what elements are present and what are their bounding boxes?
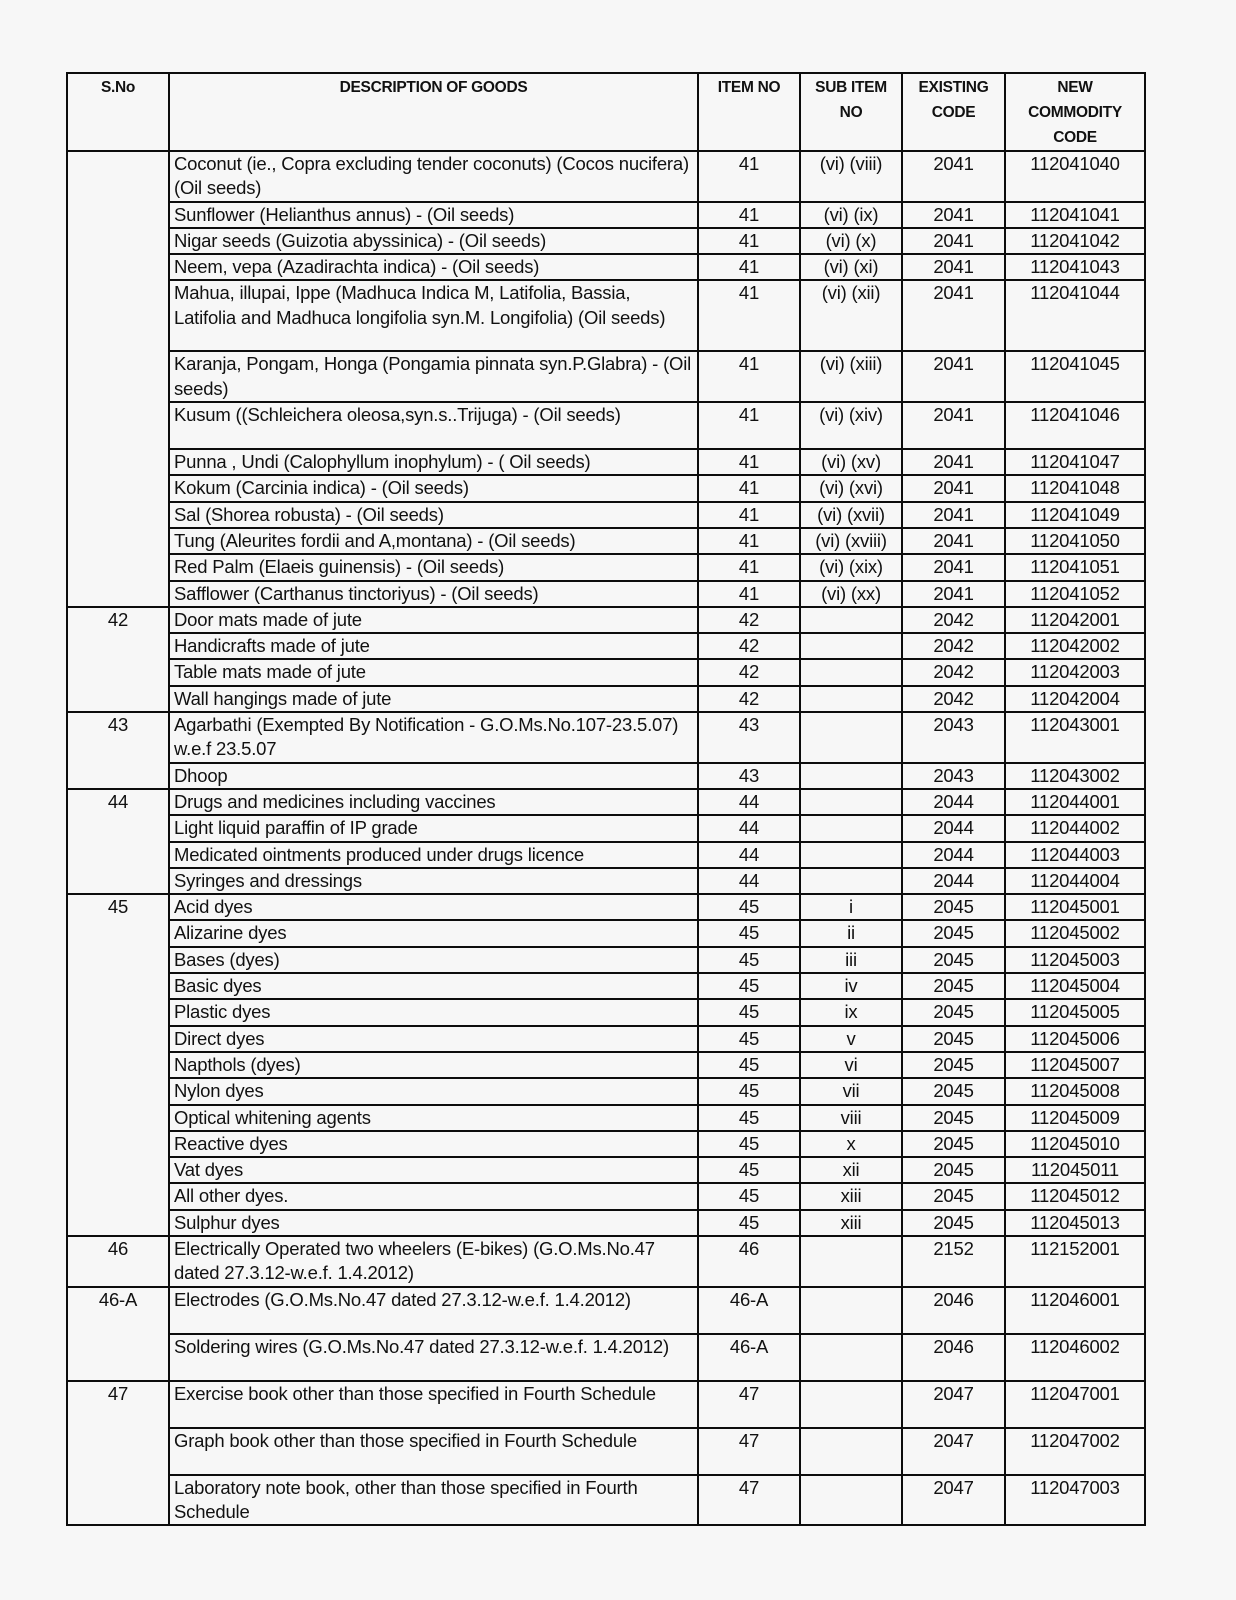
existing-code-cell: 2041 [902, 202, 1005, 228]
existing-code-cell: 2041 [902, 402, 1005, 449]
item-no-cell: 41 [698, 554, 800, 580]
commodity-code-table [66, 72, 1146, 1526]
sub-item-no-cell: x [800, 1131, 902, 1157]
new-commodity-code-cell: 112045004 [1005, 973, 1145, 999]
header-sno: S.No [67, 73, 169, 151]
description-cell: Nigar seeds (Guizotia abyssinica) - (Oil seeds) [169, 228, 698, 254]
existing-code-cell: 2041 [902, 554, 1005, 580]
existing-code-cell: 2041 [902, 475, 1005, 501]
description-cell: Drugs and medicines including vaccines [169, 789, 698, 815]
item-no-cell: 45 [698, 920, 800, 946]
description-cell: Sal (Shorea robusta) - (Oil seeds) [169, 502, 698, 528]
new-commodity-code-cell: 112045011 [1005, 1157, 1145, 1183]
table-row [67, 449, 1145, 475]
description-cell: Safflower (Carthanus tinctoriyus) - (Oil seeds) [169, 581, 698, 607]
new-commodity-code-cell: 112047003 [1005, 1475, 1145, 1526]
table-row [67, 402, 1145, 449]
item-no-cell: 45 [698, 1078, 800, 1104]
new-commodity-code-cell: 112042002 [1005, 633, 1145, 659]
existing-code-cell: 2044 [902, 842, 1005, 868]
description-cell: Punna , Undi (Calophyllum inophylum) - ( Oil seeds) [169, 449, 698, 475]
sub-item-no-cell: ix [800, 999, 902, 1025]
table-row [67, 351, 1145, 402]
existing-code-cell: 2041 [902, 449, 1005, 475]
existing-code-cell: 2041 [902, 254, 1005, 280]
new-commodity-code-cell: 112045003 [1005, 947, 1145, 973]
description-cell: Tung (Aleurites fordii and A,montana) - (Oil seeds) [169, 528, 698, 554]
item-no-cell: 45 [698, 999, 800, 1025]
sub-item-no-cell: (vi) (xvii) [800, 502, 902, 528]
existing-code-cell: 2042 [902, 659, 1005, 685]
item-no-cell: 45 [698, 1210, 800, 1236]
sub-item-no-cell [800, 763, 902, 789]
serial-number-cell: 44 [67, 789, 169, 894]
table-row [67, 1078, 1145, 1104]
new-commodity-code-cell: 112044002 [1005, 815, 1145, 841]
table-row [67, 581, 1145, 607]
existing-code-cell: 2045 [902, 1052, 1005, 1078]
table-row [67, 202, 1145, 228]
description-cell: Soldering wires (G.O.Ms.No.47 dated 27.3.12-w.e.f. 1.4.2012) [169, 1334, 698, 1381]
item-no-cell: 45 [698, 973, 800, 999]
new-commodity-code-cell: 112045005 [1005, 999, 1145, 1025]
table-row [67, 868, 1145, 894]
item-no-cell: 41 [698, 502, 800, 528]
item-no-cell: 41 [698, 449, 800, 475]
item-no-cell: 41 [698, 228, 800, 254]
table-row [67, 894, 1145, 920]
sub-item-no-cell [800, 1334, 902, 1381]
item-no-cell: 41 [698, 202, 800, 228]
existing-code-cell: 2041 [902, 151, 1005, 202]
table-row [67, 528, 1145, 554]
table-row [67, 228, 1145, 254]
existing-code-cell: 2042 [902, 633, 1005, 659]
item-no-cell: 45 [698, 1131, 800, 1157]
table-header-row [67, 73, 1145, 151]
new-commodity-code-cell: 112045006 [1005, 1026, 1145, 1052]
existing-code-cell: 2044 [902, 868, 1005, 894]
existing-code-cell: 2041 [902, 528, 1005, 554]
sub-item-no-cell: iv [800, 973, 902, 999]
existing-code-cell: 2042 [902, 686, 1005, 712]
new-commodity-code-cell: 112045010 [1005, 1131, 1145, 1157]
table-row [67, 1236, 1145, 1287]
existing-code-cell: 2046 [902, 1287, 1005, 1334]
item-no-cell: 44 [698, 842, 800, 868]
new-commodity-code-cell: 112041044 [1005, 280, 1145, 351]
table-row [67, 280, 1145, 351]
table-row [67, 1026, 1145, 1052]
item-no-cell: 44 [698, 868, 800, 894]
item-no-cell: 42 [698, 607, 800, 633]
table-row [67, 1287, 1145, 1334]
serial-number-cell: 42 [67, 607, 169, 712]
table-row [67, 502, 1145, 528]
table-row [67, 554, 1145, 580]
new-commodity-code-cell: 112045001 [1005, 894, 1145, 920]
item-no-cell: 41 [698, 528, 800, 554]
sub-item-no-cell: xii [800, 1157, 902, 1183]
sub-item-no-cell: (vi) (xiii) [800, 351, 902, 402]
table-row [67, 151, 1145, 202]
new-commodity-code-cell: 112043002 [1005, 763, 1145, 789]
sub-item-no-cell: (vi) (xv) [800, 449, 902, 475]
new-commodity-code-cell: 112045007 [1005, 1052, 1145, 1078]
new-commodity-code-cell: 112045013 [1005, 1210, 1145, 1236]
existing-code-cell: 2045 [902, 999, 1005, 1025]
existing-code-cell: 2042 [902, 607, 1005, 633]
table-row [67, 686, 1145, 712]
existing-code-cell: 2045 [902, 973, 1005, 999]
sub-item-no-cell: iii [800, 947, 902, 973]
existing-code-cell: 2045 [902, 894, 1005, 920]
existing-code-cell: 2045 [902, 947, 1005, 973]
item-no-cell: 47 [698, 1475, 800, 1526]
table-row [67, 920, 1145, 946]
item-no-cell: 41 [698, 402, 800, 449]
serial-number-cell: 43 [67, 712, 169, 789]
item-no-cell: 41 [698, 351, 800, 402]
table-body [67, 151, 1145, 1525]
existing-code-cell: 2045 [902, 1026, 1005, 1052]
header-description: DESCRIPTION OF GOODS [169, 73, 698, 151]
existing-code-cell: 2047 [902, 1475, 1005, 1526]
header-sub-item-no: SUB ITEM NO [800, 73, 902, 151]
item-no-cell: 45 [698, 1157, 800, 1183]
header-new-commodity-code: NEW COMMODITY CODE [1005, 73, 1145, 151]
new-commodity-code-cell: 112042003 [1005, 659, 1145, 685]
table-row [67, 1334, 1145, 1381]
sub-item-no-cell [800, 712, 902, 763]
new-commodity-code-cell: 112041046 [1005, 402, 1145, 449]
table-row [67, 1428, 1145, 1475]
existing-code-cell: 2041 [902, 280, 1005, 351]
description-cell: Table mats made of jute [169, 659, 698, 685]
description-cell: Reactive dyes [169, 1131, 698, 1157]
sub-item-no-cell: (vi) (ix) [800, 202, 902, 228]
description-cell: Kusum ((Schleichera oleosa,syn.s..Trijuga) - (Oil seeds) [169, 402, 698, 449]
serial-number-cell: 47 [67, 1381, 169, 1526]
table-row [67, 659, 1145, 685]
existing-code-cell: 2041 [902, 581, 1005, 607]
table-row [67, 973, 1145, 999]
new-commodity-code-cell: 112044003 [1005, 842, 1145, 868]
existing-code-cell: 2045 [902, 1131, 1005, 1157]
existing-code-cell: 2044 [902, 789, 1005, 815]
sub-item-no-cell: ii [800, 920, 902, 946]
table-row [67, 842, 1145, 868]
sub-item-no-cell: (vi) (xx) [800, 581, 902, 607]
item-no-cell: 41 [698, 280, 800, 351]
table-row [67, 789, 1145, 815]
description-cell: Red Palm (Elaeis guinensis) - (Oil seeds) [169, 554, 698, 580]
sub-item-no-cell: (vi) (xiv) [800, 402, 902, 449]
description-cell: Optical whitening agents [169, 1105, 698, 1131]
serial-number-cell: 45 [67, 894, 169, 1236]
item-no-cell: 42 [698, 659, 800, 685]
sub-item-no-cell: vii [800, 1078, 902, 1104]
existing-code-cell: 2041 [902, 502, 1005, 528]
new-commodity-code-cell: 112041042 [1005, 228, 1145, 254]
item-no-cell: 46 [698, 1236, 800, 1287]
table-row [67, 947, 1145, 973]
item-no-cell: 42 [698, 686, 800, 712]
new-commodity-code-cell: 112045012 [1005, 1183, 1145, 1209]
new-commodity-code-cell: 112041041 [1005, 202, 1145, 228]
sub-item-no-cell: (vi) (viii) [800, 151, 902, 202]
existing-code-cell: 2046 [902, 1334, 1005, 1381]
sub-item-no-cell [800, 659, 902, 685]
item-no-cell: 43 [698, 763, 800, 789]
new-commodity-code-cell: 112047002 [1005, 1428, 1145, 1475]
new-commodity-code-cell: 112041045 [1005, 351, 1145, 402]
description-cell: Vat dyes [169, 1157, 698, 1183]
description-cell: Electrodes (G.O.Ms.No.47 dated 27.3.12-w.e.f. 1.4.2012) [169, 1287, 698, 1334]
item-no-cell: 45 [698, 1052, 800, 1078]
existing-code-cell: 2045 [902, 1210, 1005, 1236]
description-cell: Nylon dyes [169, 1078, 698, 1104]
item-no-cell: 43 [698, 712, 800, 763]
existing-code-cell: 2043 [902, 763, 1005, 789]
item-no-cell: 41 [698, 254, 800, 280]
sub-item-no-cell [800, 842, 902, 868]
table-row [67, 1183, 1145, 1209]
existing-code-cell: 2045 [902, 1105, 1005, 1131]
table-row [67, 763, 1145, 789]
serial-number-cell: 46 [67, 1236, 169, 1287]
new-commodity-code-cell: 112041048 [1005, 475, 1145, 501]
item-no-cell: 45 [698, 1105, 800, 1131]
description-cell: Syringes and dressings [169, 868, 698, 894]
new-commodity-code-cell: 112042001 [1005, 607, 1145, 633]
description-cell: Sulphur dyes [169, 1210, 698, 1236]
sub-item-no-cell: viii [800, 1105, 902, 1131]
table-row [67, 1157, 1145, 1183]
table-row [67, 999, 1145, 1025]
item-no-cell: 41 [698, 151, 800, 202]
sub-item-no-cell: vi [800, 1052, 902, 1078]
table-row [67, 1381, 1145, 1428]
item-no-cell: 46-A [698, 1287, 800, 1334]
new-commodity-code-cell: 112041047 [1005, 449, 1145, 475]
sub-item-no-cell: v [800, 1026, 902, 1052]
description-cell: Electrically Operated two wheelers (E-bikes) (G.O.Ms.No.47 dated 27.3.12-w.e.f. 1.4.2012) [169, 1236, 698, 1287]
sub-item-no-cell: xiii [800, 1210, 902, 1236]
table-row [67, 815, 1145, 841]
description-cell: Plastic dyes [169, 999, 698, 1025]
existing-code-cell: 2044 [902, 815, 1005, 841]
existing-code-cell: 2045 [902, 1157, 1005, 1183]
table-row [67, 633, 1145, 659]
table-row [67, 607, 1145, 633]
existing-code-cell: 2047 [902, 1381, 1005, 1428]
item-no-cell: 44 [698, 815, 800, 841]
new-commodity-code-cell: 112046002 [1005, 1334, 1145, 1381]
item-no-cell: 45 [698, 947, 800, 973]
description-cell: Karanja, Pongam, Honga (Pongamia pinnata syn.P.Glabra) - (Oil seeds) [169, 351, 698, 402]
item-no-cell: 42 [698, 633, 800, 659]
new-commodity-code-cell: 112047001 [1005, 1381, 1145, 1428]
sub-item-no-cell: (vi) (xvi) [800, 475, 902, 501]
table-row [67, 1210, 1145, 1236]
sub-item-no-cell: (vi) (xviii) [800, 528, 902, 554]
sub-item-no-cell [800, 607, 902, 633]
new-commodity-code-cell: 112045009 [1005, 1105, 1145, 1131]
description-cell: Handicrafts made of jute [169, 633, 698, 659]
item-no-cell: 47 [698, 1381, 800, 1428]
table-row [67, 254, 1145, 280]
table-row [67, 712, 1145, 763]
existing-code-cell: 2047 [902, 1428, 1005, 1475]
table-row [67, 475, 1145, 501]
item-no-cell: 45 [698, 1183, 800, 1209]
item-no-cell: 47 [698, 1428, 800, 1475]
serial-number-cell [67, 151, 169, 607]
description-cell: All other dyes. [169, 1183, 698, 1209]
existing-code-cell: 2043 [902, 712, 1005, 763]
table-row [67, 1105, 1145, 1131]
sub-item-no-cell: xiii [800, 1183, 902, 1209]
existing-code-cell: 2152 [902, 1236, 1005, 1287]
new-commodity-code-cell: 112041051 [1005, 554, 1145, 580]
sub-item-no-cell: (vi) (xi) [800, 254, 902, 280]
new-commodity-code-cell: 112044001 [1005, 789, 1145, 815]
description-cell: Neem, vepa (Azadirachta indica) - (Oil seeds) [169, 254, 698, 280]
table-row [67, 1475, 1145, 1526]
header-existing-code: EXISTING CODE [902, 73, 1005, 151]
sub-item-no-cell [800, 868, 902, 894]
description-cell: Kokum (Carcinia indica) - (Oil seeds) [169, 475, 698, 501]
new-commodity-code-cell: 112041049 [1005, 502, 1145, 528]
existing-code-cell: 2045 [902, 1183, 1005, 1209]
item-no-cell: 45 [698, 1026, 800, 1052]
new-commodity-code-cell: 112045002 [1005, 920, 1145, 946]
sub-item-no-cell [800, 1287, 902, 1334]
description-cell: Sunflower (Helianthus annus) - (Oil seeds) [169, 202, 698, 228]
sub-item-no-cell [800, 1475, 902, 1526]
existing-code-cell: 2045 [902, 920, 1005, 946]
new-commodity-code-cell: 112041040 [1005, 151, 1145, 202]
sub-item-no-cell [800, 633, 902, 659]
new-commodity-code-cell: 112041043 [1005, 254, 1145, 280]
sub-item-no-cell: (vi) (xii) [800, 280, 902, 351]
description-cell: Exercise book other than those specified in Fourth Schedule [169, 1381, 698, 1428]
item-no-cell: 41 [698, 581, 800, 607]
item-no-cell: 41 [698, 475, 800, 501]
description-cell: Alizarine dyes [169, 920, 698, 946]
description-cell: Mahua, illupai, Ippe (Madhuca Indica M, Latifolia, Bassia, Latifolia and Madhuca longifolia syn.M. Longifolia) (Oil seeds) [169, 280, 698, 351]
description-cell: Direct dyes [169, 1026, 698, 1052]
new-commodity-code-cell: 112041050 [1005, 528, 1145, 554]
new-commodity-code-cell: 112041052 [1005, 581, 1145, 607]
sub-item-no-cell [800, 815, 902, 841]
table-row [67, 1131, 1145, 1157]
description-cell: Coconut (ie., Copra excluding tender coconuts) (Cocos nucifera) (Oil seeds) [169, 151, 698, 202]
description-cell: Laboratory note book, other than those specified in Fourth Schedule [169, 1475, 698, 1526]
item-no-cell: 44 [698, 789, 800, 815]
item-no-cell: 46-A [698, 1334, 800, 1381]
existing-code-cell: 2041 [902, 351, 1005, 402]
new-commodity-code-cell: 112043001 [1005, 712, 1145, 763]
description-cell: Graph book other than those specified in Fourth Schedule [169, 1428, 698, 1475]
new-commodity-code-cell: 112044004 [1005, 868, 1145, 894]
new-commodity-code-cell: 112152001 [1005, 1236, 1145, 1287]
sub-item-no-cell [800, 789, 902, 815]
description-cell: Light liquid paraffin of IP grade [169, 815, 698, 841]
new-commodity-code-cell: 112046001 [1005, 1287, 1145, 1334]
description-cell: Bases (dyes) [169, 947, 698, 973]
sub-item-no-cell [800, 1381, 902, 1428]
sub-item-no-cell [800, 1236, 902, 1287]
sub-item-no-cell: (vi) (xix) [800, 554, 902, 580]
serial-number-cell: 46-A [67, 1287, 169, 1381]
new-commodity-code-cell: 112042004 [1005, 686, 1145, 712]
description-cell: Door mats made of jute [169, 607, 698, 633]
existing-code-cell: 2045 [902, 1078, 1005, 1104]
header-item-no: ITEM NO [698, 73, 800, 151]
description-cell: Dhoop [169, 763, 698, 789]
sub-item-no-cell [800, 686, 902, 712]
item-no-cell: 45 [698, 894, 800, 920]
new-commodity-code-cell: 112045008 [1005, 1078, 1145, 1104]
description-cell: Wall hangings made of jute [169, 686, 698, 712]
table-row [67, 1052, 1145, 1078]
description-cell: Acid dyes [169, 894, 698, 920]
sub-item-no-cell: i [800, 894, 902, 920]
description-cell: Napthols (dyes) [169, 1052, 698, 1078]
description-cell: Medicated ointments produced under drugs licence [169, 842, 698, 868]
sub-item-no-cell [800, 1428, 902, 1475]
existing-code-cell: 2041 [902, 228, 1005, 254]
description-cell: Agarbathi (Exempted By Notification - G.O.Ms.No.107-23.5.07) w.e.f 23.5.07 [169, 712, 698, 763]
description-cell: Basic dyes [169, 973, 698, 999]
sub-item-no-cell: (vi) (x) [800, 228, 902, 254]
